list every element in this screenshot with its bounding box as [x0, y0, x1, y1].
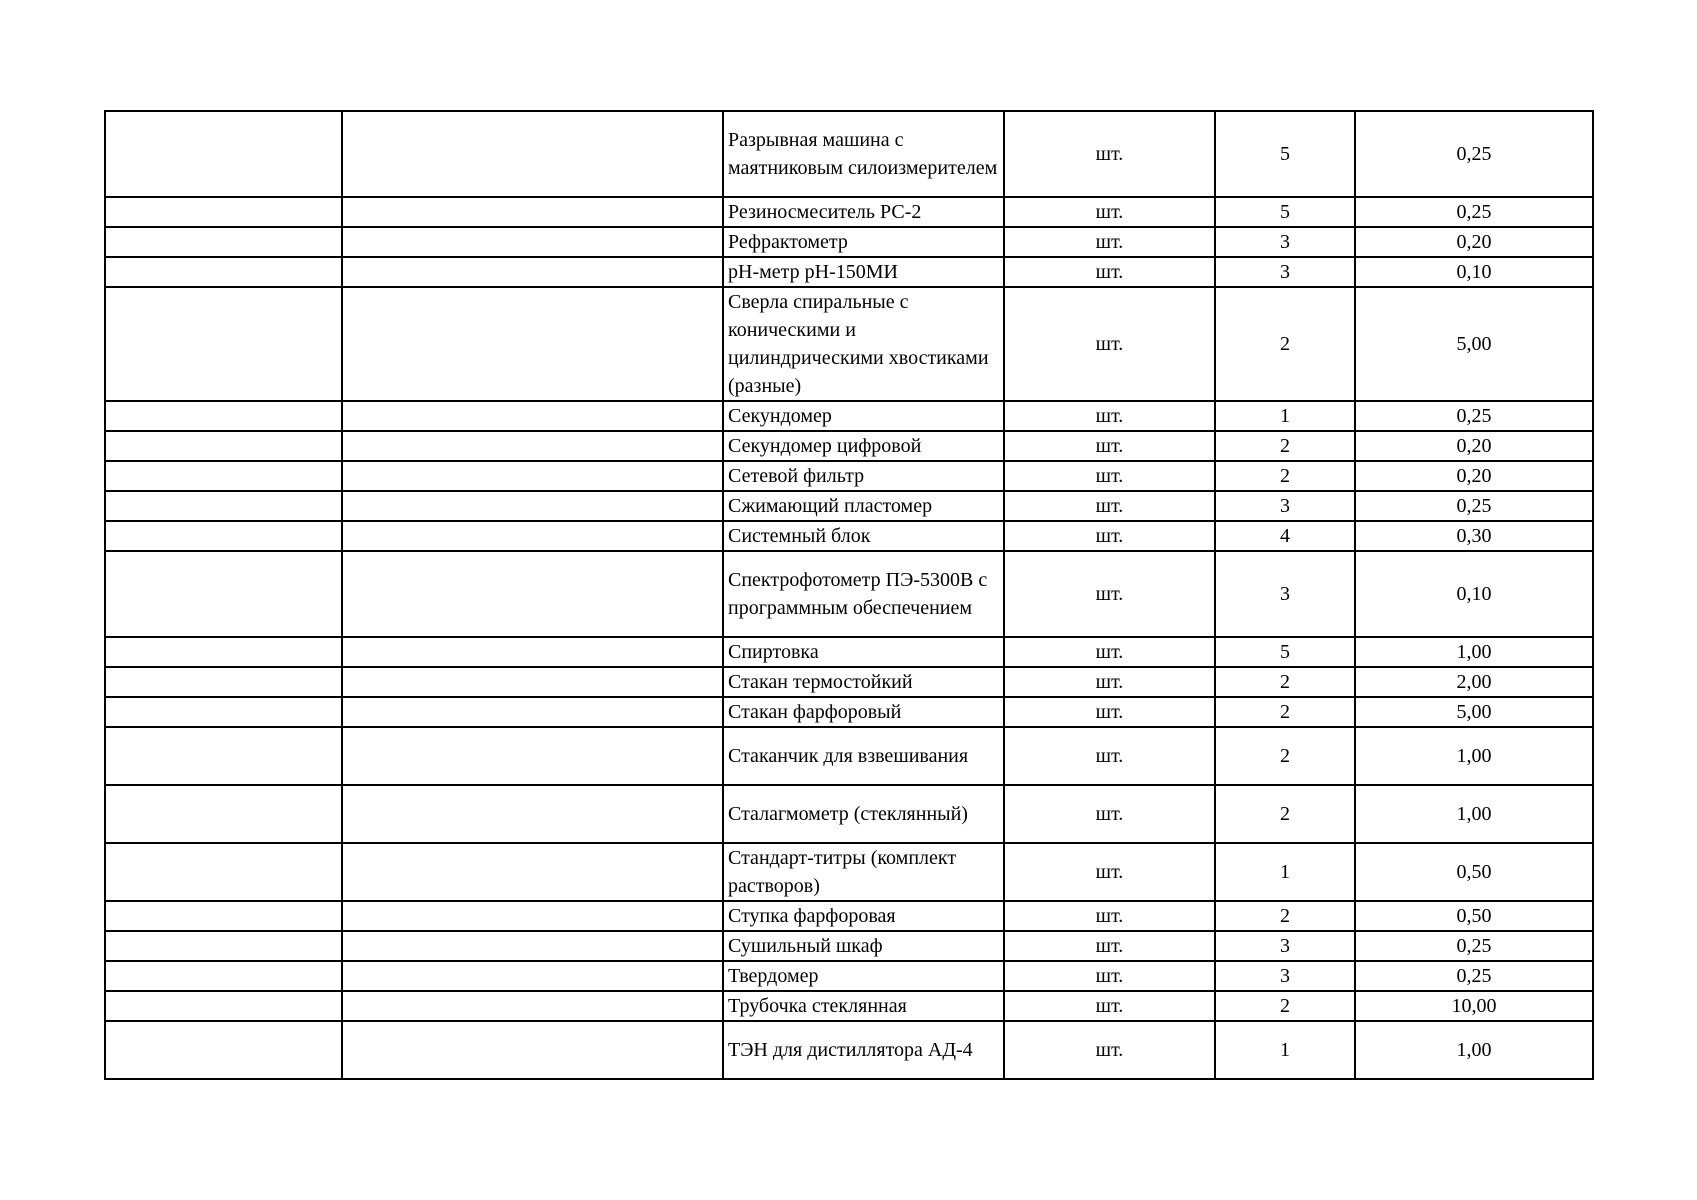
item-name-cell: Спектрофотометр ПЭ-5300В с программным обеспечением	[723, 551, 1004, 637]
unit-cell: шт.	[1004, 785, 1215, 843]
empty-cell	[342, 111, 723, 197]
item-name-cell: Сталагмометр (стеклянный)	[723, 785, 1004, 843]
quantity-cell: 2	[1215, 287, 1355, 401]
quantity-cell: 1	[1215, 1021, 1355, 1079]
table-body	[105, 111, 1593, 1079]
empty-cell	[342, 461, 723, 491]
empty-cell	[105, 1021, 342, 1079]
table-row	[105, 401, 1593, 431]
unit-cell: шт.	[1004, 697, 1215, 727]
empty-cell	[105, 461, 342, 491]
table-row	[105, 931, 1593, 961]
quantity-cell: 2	[1215, 431, 1355, 461]
empty-cell	[105, 637, 342, 667]
norm-cell: 0,10	[1355, 257, 1593, 287]
empty-cell	[342, 491, 723, 521]
empty-cell	[105, 901, 342, 931]
empty-cell	[342, 901, 723, 931]
empty-cell	[342, 431, 723, 461]
empty-cell	[105, 111, 342, 197]
table-row	[105, 727, 1593, 785]
item-name-cell: Разрывная машина с маятниковым силоизмерителем	[723, 111, 1004, 197]
item-name-cell: Трубочка стеклянная	[723, 991, 1004, 1021]
table-row	[105, 843, 1593, 901]
unit-cell: шт.	[1004, 991, 1215, 1021]
empty-cell	[342, 843, 723, 901]
table-row	[105, 431, 1593, 461]
table-row	[105, 227, 1593, 257]
quantity-cell: 3	[1215, 227, 1355, 257]
empty-cell	[342, 961, 723, 991]
unit-cell: шт.	[1004, 287, 1215, 401]
empty-cell	[342, 697, 723, 727]
item-name-cell: Сушильный шкаф	[723, 931, 1004, 961]
item-name-cell: Рефрактометр	[723, 227, 1004, 257]
table-row	[105, 991, 1593, 1021]
quantity-cell: 2	[1215, 785, 1355, 843]
empty-cell	[105, 667, 342, 697]
quantity-cell: 3	[1215, 551, 1355, 637]
empty-cell	[105, 931, 342, 961]
quantity-cell: 2	[1215, 461, 1355, 491]
table-row	[105, 287, 1593, 401]
item-name-cell: Системный блок	[723, 521, 1004, 551]
norm-cell: 0,25	[1355, 401, 1593, 431]
norm-cell: 0,25	[1355, 931, 1593, 961]
table-row	[105, 697, 1593, 727]
norm-cell: 2,00	[1355, 667, 1593, 697]
empty-cell	[342, 931, 723, 961]
unit-cell: шт.	[1004, 197, 1215, 227]
unit-cell: шт.	[1004, 257, 1215, 287]
unit-cell: шт.	[1004, 521, 1215, 551]
item-name-cell: Спиртовка	[723, 637, 1004, 667]
quantity-cell: 3	[1215, 257, 1355, 287]
item-name-cell: Стакан термостойкий	[723, 667, 1004, 697]
table-row	[105, 961, 1593, 991]
norm-cell: 1,00	[1355, 785, 1593, 843]
norm-cell: 0,20	[1355, 431, 1593, 461]
norm-cell: 0,25	[1355, 961, 1593, 991]
table-row	[105, 521, 1593, 551]
item-name-cell: Стакан фарфоровый	[723, 697, 1004, 727]
table-row	[105, 785, 1593, 843]
unit-cell: шт.	[1004, 111, 1215, 197]
quantity-cell: 3	[1215, 931, 1355, 961]
item-name-cell: Стандарт-титры (комплект растворов)	[723, 843, 1004, 901]
equipment-table	[104, 110, 1594, 1080]
unit-cell: шт.	[1004, 901, 1215, 931]
norm-cell: 0,30	[1355, 521, 1593, 551]
empty-cell	[342, 257, 723, 287]
empty-cell	[105, 991, 342, 1021]
quantity-cell: 2	[1215, 697, 1355, 727]
empty-cell	[105, 843, 342, 901]
empty-cell	[105, 697, 342, 727]
unit-cell: шт.	[1004, 551, 1215, 637]
quantity-cell: 4	[1215, 521, 1355, 551]
norm-cell: 0,25	[1355, 111, 1593, 197]
table-row	[105, 461, 1593, 491]
empty-cell	[342, 521, 723, 551]
table-row	[105, 901, 1593, 931]
quantity-cell: 1	[1215, 401, 1355, 431]
quantity-cell: 2	[1215, 901, 1355, 931]
table-row	[105, 197, 1593, 227]
item-name-cell: Сетевой фильтр	[723, 461, 1004, 491]
empty-cell	[105, 521, 342, 551]
item-name-cell: Сжимающий пластомер	[723, 491, 1004, 521]
quantity-cell: 5	[1215, 111, 1355, 197]
unit-cell: шт.	[1004, 727, 1215, 785]
empty-cell	[105, 727, 342, 785]
empty-cell	[105, 491, 342, 521]
empty-cell	[105, 287, 342, 401]
unit-cell: шт.	[1004, 961, 1215, 991]
empty-cell	[342, 287, 723, 401]
empty-cell	[342, 401, 723, 431]
norm-cell: 5,00	[1355, 287, 1593, 401]
norm-cell: 5,00	[1355, 697, 1593, 727]
norm-cell: 0,25	[1355, 491, 1593, 521]
quantity-cell: 3	[1215, 491, 1355, 521]
norm-cell: 0,25	[1355, 197, 1593, 227]
item-name-cell: Стаканчик для взвешивания	[723, 727, 1004, 785]
norm-cell: 1,00	[1355, 727, 1593, 785]
empty-cell	[342, 991, 723, 1021]
table-row	[105, 491, 1593, 521]
norm-cell: 1,00	[1355, 637, 1593, 667]
unit-cell: шт.	[1004, 401, 1215, 431]
norm-cell: 0,50	[1355, 901, 1593, 931]
table-row	[105, 637, 1593, 667]
document-page	[104, 110, 1594, 1080]
item-name-cell: Резиносмеситель РС-2	[723, 197, 1004, 227]
empty-cell	[105, 431, 342, 461]
quantity-cell: 2	[1215, 727, 1355, 785]
item-name-cell: Ступка фарфоровая	[723, 901, 1004, 931]
item-name-cell: ТЭН для дистиллятора АД-4	[723, 1021, 1004, 1079]
norm-cell: 0,20	[1355, 461, 1593, 491]
unit-cell: шт.	[1004, 431, 1215, 461]
empty-cell	[342, 197, 723, 227]
empty-cell	[342, 727, 723, 785]
table-row	[105, 257, 1593, 287]
empty-cell	[105, 961, 342, 991]
empty-cell	[105, 401, 342, 431]
empty-cell	[342, 785, 723, 843]
norm-cell: 0,10	[1355, 551, 1593, 637]
quantity-cell: 3	[1215, 961, 1355, 991]
empty-cell	[342, 551, 723, 637]
unit-cell: шт.	[1004, 843, 1215, 901]
quantity-cell: 2	[1215, 667, 1355, 697]
empty-cell	[105, 551, 342, 637]
norm-cell: 0,20	[1355, 227, 1593, 257]
empty-cell	[342, 1021, 723, 1079]
empty-cell	[105, 227, 342, 257]
item-name-cell: рН-метр рН-150МИ	[723, 257, 1004, 287]
empty-cell	[105, 257, 342, 287]
empty-cell	[105, 197, 342, 227]
table-row	[105, 667, 1593, 697]
norm-cell: 1,00	[1355, 1021, 1593, 1079]
empty-cell	[105, 785, 342, 843]
item-name-cell: Сверла спиральные с коническими и цилиндрическими хвостиками (разные)	[723, 287, 1004, 401]
unit-cell: шт.	[1004, 637, 1215, 667]
table-row	[105, 1021, 1593, 1079]
norm-cell: 0,50	[1355, 843, 1593, 901]
item-name-cell: Твердомер	[723, 961, 1004, 991]
item-name-cell: Секундомер	[723, 401, 1004, 431]
item-name-cell: Секундомер цифровой	[723, 431, 1004, 461]
quantity-cell: 5	[1215, 197, 1355, 227]
norm-cell: 10,00	[1355, 991, 1593, 1021]
empty-cell	[342, 667, 723, 697]
unit-cell: шт.	[1004, 1021, 1215, 1079]
unit-cell: шт.	[1004, 491, 1215, 521]
quantity-cell: 1	[1215, 843, 1355, 901]
empty-cell	[342, 227, 723, 257]
table-row	[105, 551, 1593, 637]
unit-cell: шт.	[1004, 461, 1215, 491]
table-row	[105, 111, 1593, 197]
empty-cell	[342, 637, 723, 667]
unit-cell: шт.	[1004, 931, 1215, 961]
quantity-cell: 5	[1215, 637, 1355, 667]
unit-cell: шт.	[1004, 227, 1215, 257]
quantity-cell: 2	[1215, 991, 1355, 1021]
unit-cell: шт.	[1004, 667, 1215, 697]
